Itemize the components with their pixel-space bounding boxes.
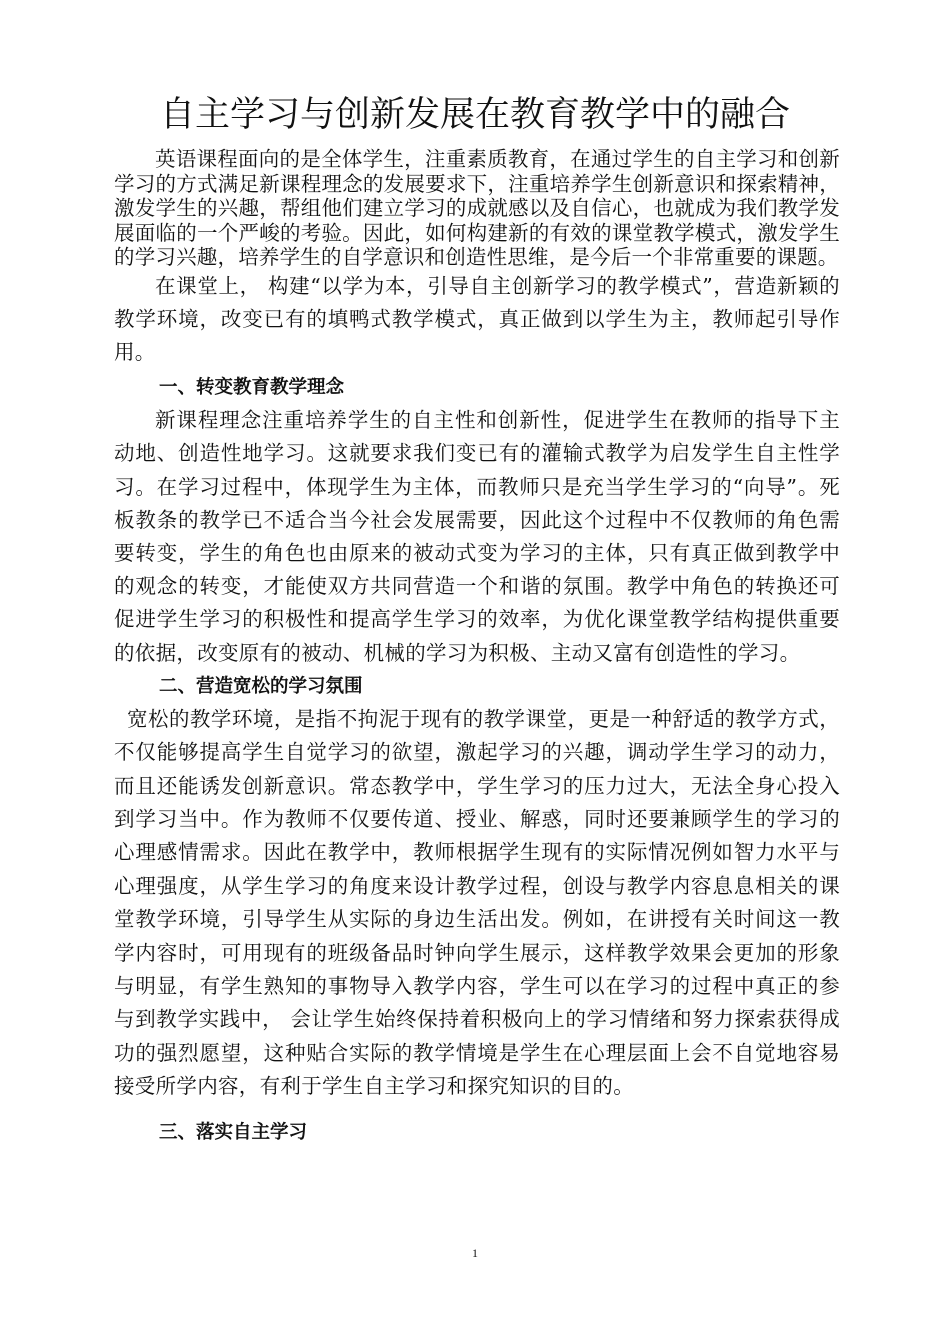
section-heading-3: 三、落实自主学习 <box>159 1121 308 1143</box>
document-title: 自主学习与创新发展在教育教学中的融合 <box>159 95 790 135</box>
document-body <box>114 147 840 1149</box>
page-number: 1 <box>472 1246 478 1260</box>
section-heading-2: 二、营造宽松的学习氛围 <box>159 675 363 697</box>
section-heading-1: 一、转变教育教学理念 <box>159 377 345 399</box>
section-paragraph-1: 新课程理念注重培养学生的自主性和创新性，促进学生在教师的指导下主动地、创造性地学习。这就要求我们变已有的灌输式教学为启发学生自主性学习。在学习过程中，体现学生为主体，而教师只是充当学生学习的“向导”。死板教条的教学已不适合当今社会发展需要，因此这个过程中不仅教师的角色需要转变，学生的角色也由原来的被动式变为学习的主体，只有真正做到教学中的观念的转变，才能使双方共同营造一个和谐的氛围。教学中角色的转换还可促进学生学习的积极性和提高学生学习的效率，为优化课堂教学结构提供重要的依据，改变原有的被动、机械的学习为积极、主动又富有创造性的学习。 <box>114 408 840 665</box>
intro-paragraph-2: 在课堂上， 构建“以学为本，引导自主创新学习的教学模式”，营造新颖的教学环境，改变已有的填鸭式教学模式，真正做到以学生为主，教师起引导作用。 <box>114 273 840 364</box>
intro-paragraph-1: 英语课程面向的是全体学生，注重素质教育，在通过学生的自主学习和创新学习的方式满足新课程理念的发展要求下，注重培养学生创新意识和探索精神，激发学生的兴趣，帮组他们建立学习的成就感以及自信心，也就成为我们教学发展面临的一个严峻的考验。因此，如何构建新的有效的课堂教学模式，激发学生的学习兴趣，培养学生的自学意识和创造性思维，是今后一个非常重要的课题。 <box>114 147 840 269</box>
section-paragraph-2: 宽松的教学环境，是指不拘泥于现有的教学课堂，更是一种舒适的教学方式，不仅能够提高学生自觉学习的欲望，激起学习的兴趣，调动学生学习的动力，而且还能诱发创新意识。常态教学中，学生学习的压力过大，无法全身心投入到学习当中。作为教师不仅要传道、授业、解惑，同时还要兼顾学生的学习的心理感情需求。因此在教学中，教师根据学生现有的实际情况例如智力水平与心理强度，从学生学习的角度来设计教学过程，创设与教学内容息息相关的课堂教学环境，引导学生从实际的身边生活出发。例如，在讲授有关时间这一教学内容时，可用现有的班级备品时钟向学生展示，这样教学效果会更加的形象与明显，有学生熟知的事物导入教学内容，学生可以在学习的过程中真正的参与到教学实践中， 会让学生始终保持着积极向上的学习情绪和努力探索获得成功的强烈愿望，这种贴合实际的教学情境是学生在心理层面上会不自觉地容易接受所学内容，有利于学生自主学习和探究知识的目的。 <box>114 706 840 1099</box>
